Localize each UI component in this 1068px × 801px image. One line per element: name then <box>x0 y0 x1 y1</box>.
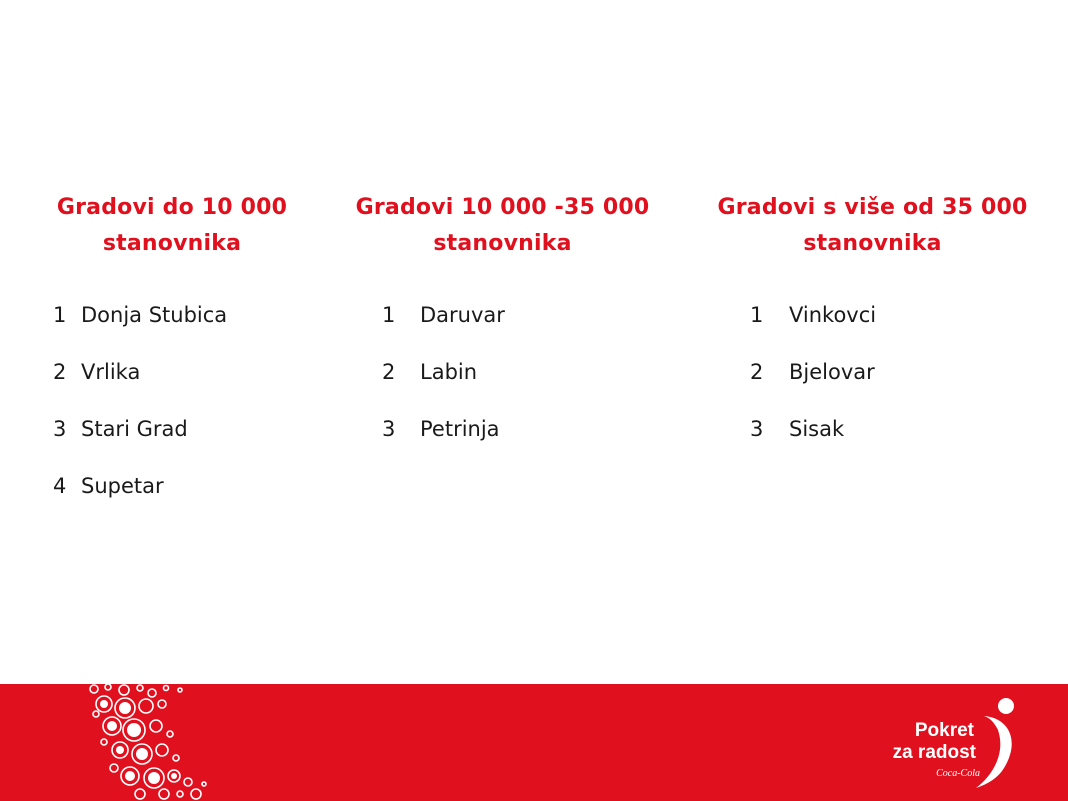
category-title-line2: stanovnika <box>102 231 242 256</box>
list-item <box>382 352 505 409</box>
brand-name-line1: Pokret <box>914 720 974 741</box>
rank-number: 3 <box>53 417 67 441</box>
rank-number: 2 <box>53 360 67 384</box>
city-name: Vinkovci <box>789 303 877 327</box>
category-title-line1: Gradovi 10 000 -35 000 <box>355 195 650 220</box>
rank-number: 1 <box>53 303 67 327</box>
category-title-line1: Gradovi do 10 000 <box>56 195 288 220</box>
list-item <box>382 409 505 466</box>
list-item <box>750 352 876 409</box>
ranking-list-small-towns <box>53 295 227 523</box>
city-name: Bjelovar <box>789 360 875 384</box>
coca-cola-logo: Coca-Cola <box>936 768 980 779</box>
list-item <box>53 409 227 466</box>
city-name: Donja Stubica <box>81 303 228 327</box>
ranking-list-medium-towns <box>382 295 505 466</box>
category-small-towns <box>22 190 322 262</box>
rank-number: 2 <box>750 360 764 384</box>
city-name: Labin <box>420 360 478 384</box>
city-name: Stari Grad <box>81 417 188 441</box>
rank-number: 2 <box>382 360 396 384</box>
rank-number: 3 <box>382 417 396 441</box>
city-name: Vrlika <box>81 360 141 384</box>
city-name: Supetar <box>81 474 164 498</box>
list-item <box>53 466 227 523</box>
list-item <box>53 295 227 352</box>
rank-number: 1 <box>382 303 396 327</box>
rank-number: 3 <box>750 417 764 441</box>
bubbles-decoration-icon <box>80 684 220 801</box>
brand-name-line2: za radost <box>892 742 976 763</box>
list-item <box>382 295 505 352</box>
category-title-line2: stanovnika <box>433 231 572 256</box>
category-title <box>340 190 665 262</box>
footer-band <box>0 684 1068 801</box>
list-item <box>750 295 876 352</box>
category-title-line1: Gradovi s više od 35 000 <box>717 195 1028 220</box>
rank-number: 1 <box>750 303 764 327</box>
city-name: Petrinja <box>420 417 500 441</box>
city-name: Daruvar <box>420 303 505 327</box>
category-large-towns <box>705 190 1040 262</box>
rank-number: 4 <box>53 474 67 498</box>
category-title <box>705 190 1040 262</box>
category-title-line2: stanovnika <box>803 231 942 256</box>
city-name: Sisak <box>789 417 845 441</box>
brand-logo <box>854 692 1024 792</box>
ranking-list-large-towns <box>750 295 876 466</box>
category-medium-towns <box>340 190 665 262</box>
list-item <box>53 352 227 409</box>
list-item <box>750 409 876 466</box>
category-title <box>22 190 322 262</box>
